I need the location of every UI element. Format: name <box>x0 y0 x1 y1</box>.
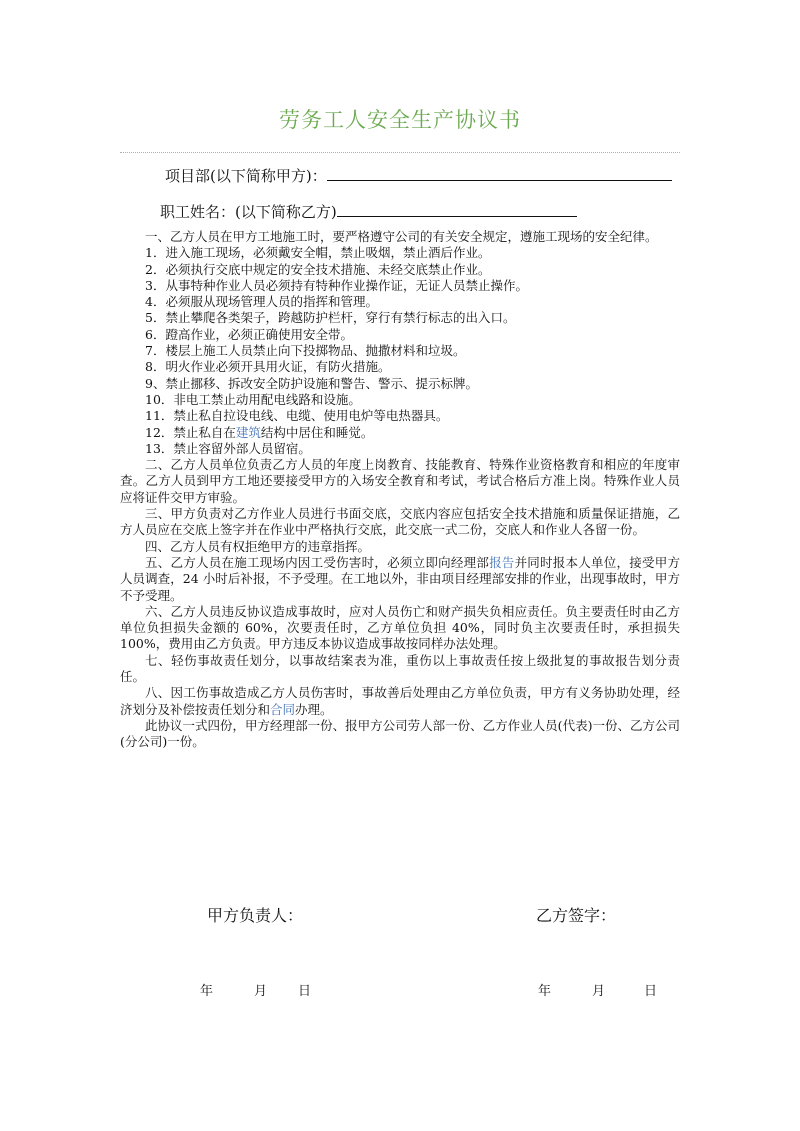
clause-2: 二、乙方人员单位负责乙方人员的年度上岗教育、技能教育、特殊作业资格教育和相应的年度审查。乙方人员到甲方工地还要接受甲方的入场安全教育和考试，考试合格后方准上岗。特殊作业人员应将证件交甲方审验。 <box>120 457 680 505</box>
date-day: 日 <box>644 984 658 999</box>
list-item: 6．蹬高作业，必须正确使用安全带。 <box>145 326 353 342</box>
list-item: 13．禁止容留外部人员留宿。 <box>145 440 311 456</box>
agreement-body <box>120 229 680 751</box>
list-item: 10．非电工禁止动用配电线路和设施。 <box>145 391 361 407</box>
party-b-blank[interactable] <box>337 202 577 217</box>
list-item: 2．必须执行交底中规定的安全技术措施、未经交底禁止作业。 <box>145 261 491 277</box>
party-a-signature-label: 甲方负责人： <box>207 906 304 925</box>
date-year: 年 <box>538 984 552 999</box>
list-item-12 <box>120 425 680 441</box>
closing-paragraph: 此协议一式四份，甲方经理部一份、报甲方公司劳人部一份、乙方作业人员(代表)一份、乙方公司(分公司)一份。 <box>120 717 680 750</box>
list-item: 8．明火作业必须开具用火证，有防火措施。 <box>145 359 391 375</box>
clause-6: 六、乙方人员违反协议造成事故时，应对人员伤亡和财产损失负相应责任。负主要责任时由乙方单位负担损失金额的 60%，次要责任时，乙方单位负担 40%，同时负主次要责任时，承担损失 100%，费用由乙方负责。甲方违反本协议造成事故按同样办法处理。 <box>120 603 680 652</box>
document-title: 劳务工人安全生产协议书 <box>279 108 521 132</box>
clause-5-tail: 并同时报本人单位，接受甲方人员调查，24 小时后补报，不予受理。在工地以外，非由项目经理部安排的作业，出现事故时，甲方不予受理。 <box>120 554 680 603</box>
list-item: 9、禁止挪移、拆改安全防护设施和警告、警示、提示标牌。 <box>145 375 478 391</box>
clause-8 <box>120 685 680 718</box>
party-b-signature-label: 乙方签字： <box>536 906 617 925</box>
party-a-field <box>165 165 672 186</box>
party-b-field <box>160 201 577 222</box>
list-item: 4．必须服从现场管理人员的指挥和管理。 <box>145 294 378 310</box>
party-a-blank[interactable] <box>327 166 672 181</box>
item-12-text: 12．禁止私自在 <box>145 424 236 440</box>
clause-5-text: 五、乙方人员在施工现场内因工受伤害时，必须立即向经理部 <box>145 554 490 570</box>
date-month: 月 <box>592 984 606 999</box>
clause-7: 七、轻伤事故责任划分，以事故结案表为准，重伤以上事故责任按上级批复的事故报告划分责任。 <box>120 652 680 685</box>
clause-1: 一、乙方人员在甲方工地施工时，要严格遵守公司的有关安全规定，遵施工现场的安全纪律。 <box>145 229 658 244</box>
building-link[interactable]: 建筑 <box>235 424 261 440</box>
date-month: 月 <box>254 984 268 999</box>
clause-5 <box>120 555 680 604</box>
clause-8-text: 八、因工伤事故造成乙方人员伤害时，事故善后处理由乙方单位负责，甲方有义务协助处理，经济划分及补偿按责任划分和 <box>120 685 680 717</box>
date-day: 日 <box>298 984 312 999</box>
contract-link[interactable]: 合同 <box>270 701 296 717</box>
item-12-tail: 结构中居住和睡觉。 <box>260 424 374 440</box>
list-item: 7．楼层上施工人员禁止向下投掷物品、抛撒材料和垃圾。 <box>145 343 466 359</box>
party-a-date <box>200 980 311 999</box>
party-b-date <box>538 980 657 999</box>
party-b-label: 职工姓名：(以下简称乙方) <box>160 203 337 221</box>
date-year: 年 <box>200 984 214 999</box>
clause-8-tail: 办理。 <box>295 701 333 717</box>
clause-4: 四、乙方人员有权拒绝甲方的违章指挥。 <box>145 538 371 554</box>
report-link[interactable]: 报告 <box>489 554 515 570</box>
list-item: 1．进入施工现场，必须戴安全帽，禁止吸烟，禁止酒后作业。 <box>145 245 491 261</box>
title-divider <box>120 152 680 153</box>
list-item: 5．禁止攀爬各类架子，跨越防护栏杆，穿行有禁行标志的出入口。 <box>145 310 516 326</box>
clause-3: 三、甲方负责对乙方作业人员进行书面交底，交底内容应包括安全技术措施和质量保证措施，乙方人员应在交底上签字并在作业中严格执行交底，此交底一式二份，交底人和作业人各留一份。 <box>120 506 680 538</box>
party-a-label: 项目部(以下简称甲方)： <box>165 167 327 185</box>
list-item: 3．从事特种作业人员必须持有特种作业操作证，无证人员禁止操作。 <box>145 277 528 293</box>
list-item: 11．禁止私自拉设电线、电缆、使用电炉等电热器具。 <box>145 408 449 424</box>
